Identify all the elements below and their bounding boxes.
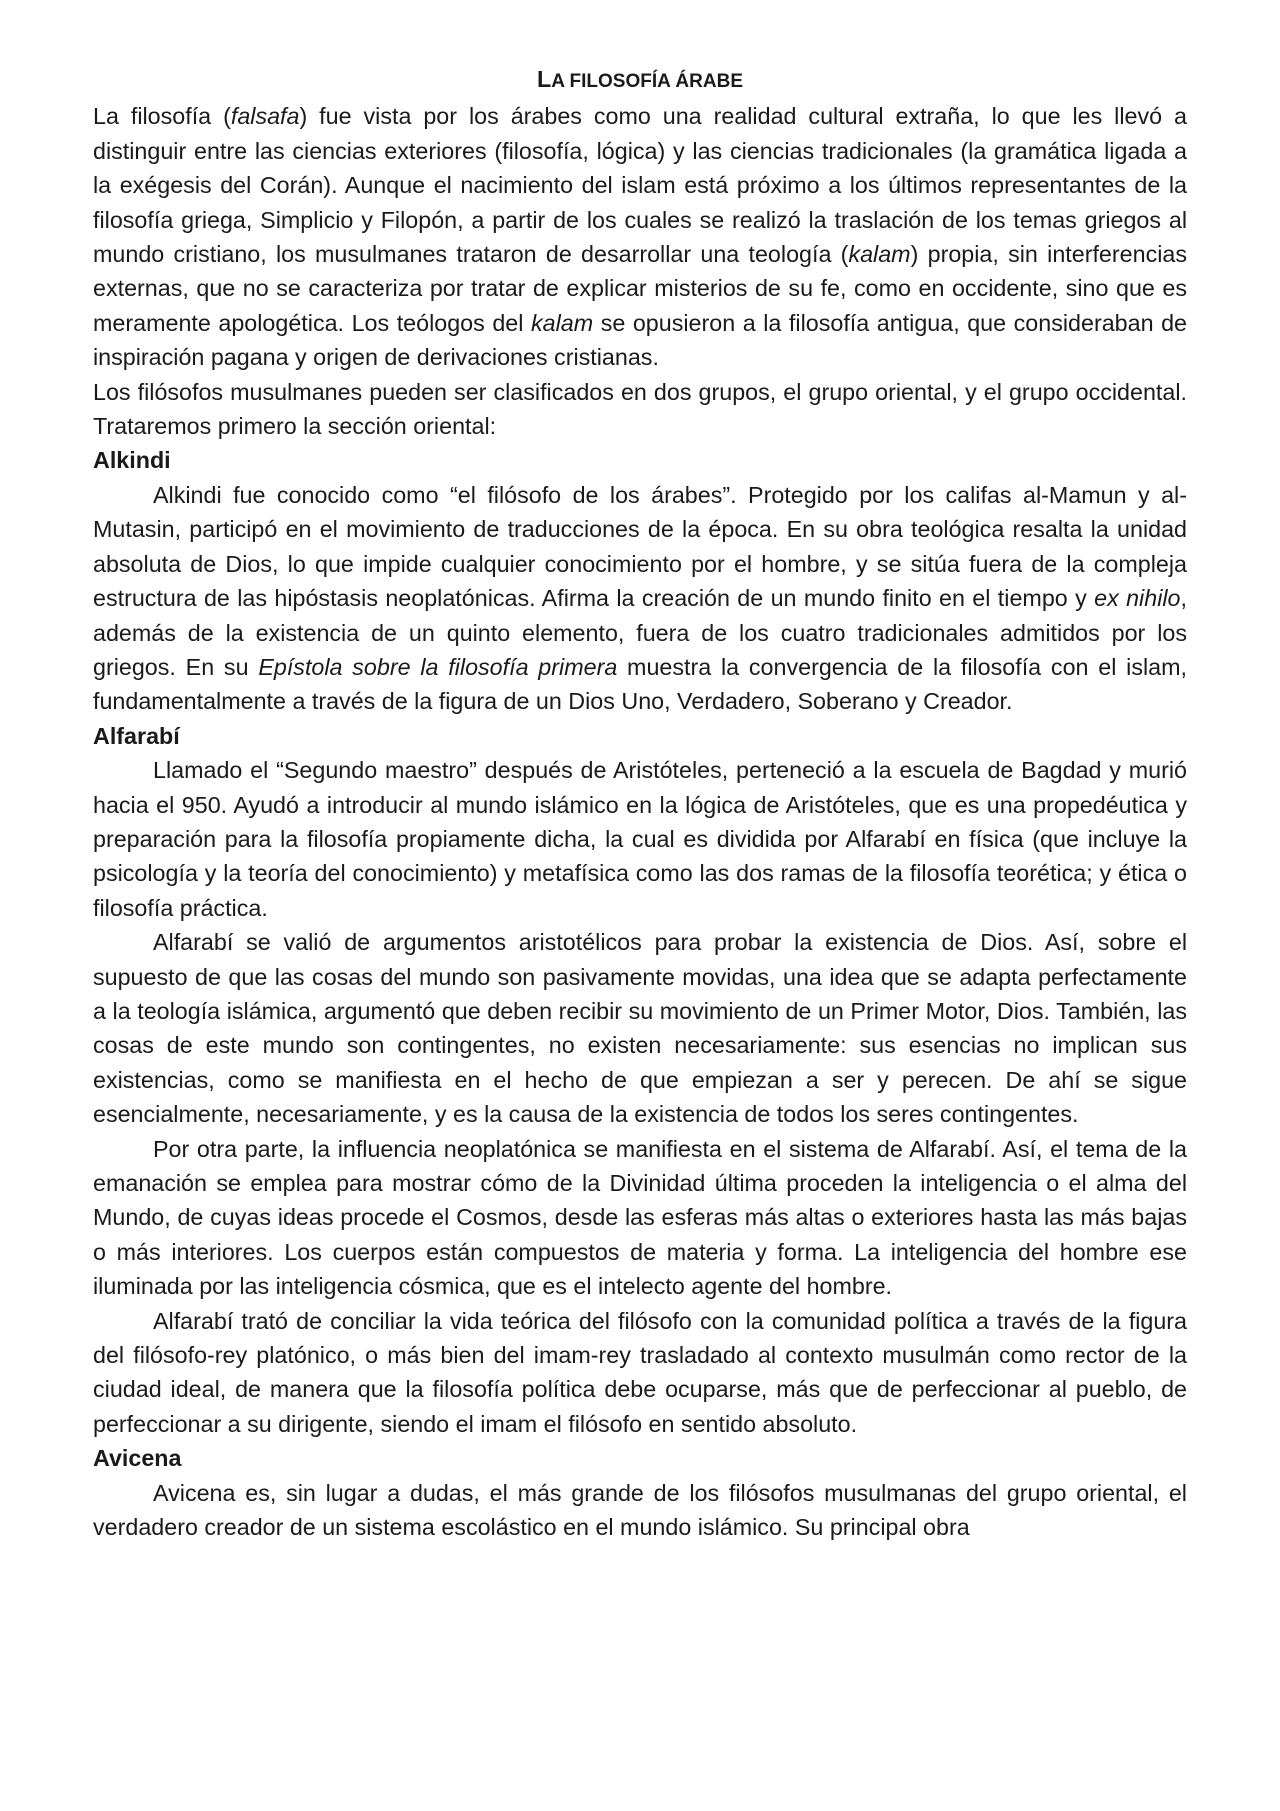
title-rest: A FILOSOFÍA ÁRABE: [551, 71, 743, 92]
section-heading-avicena: Avicena: [93, 1445, 182, 1472]
alfarabi-paragraph-2: Alfarabí se valió de argumentos aristotélicos para probar la existencia de Dios. Así, sobre el supuesto de que las cosas del mundo son pasivamente movidas, una idea que se adapta perfectamente a la teología islámica, argumentó que deben recibir su movimiento de un Primer Motor, Dios. También, las cosas de este mundo son contingentes, no existen necesariamente: sus esencias no implican sus existencias, como se manifiesta en el hecho de que empiezan a ser y perecen. De ahí se sigue esencialmente, necesariamente, y es la causa de la existencia de todos los seres contingentes.: [93, 929, 1187, 1128]
italic-term: falsafa: [230, 103, 300, 130]
italic-term: kalam: [848, 241, 911, 268]
italic-term: ex nihilo: [1094, 585, 1181, 612]
section-heading-alkindi: Alkindi: [93, 447, 171, 474]
italic-term: Epístola sobre la filosofía primera: [258, 653, 618, 680]
section-heading-alfarabi: Alfarabí: [93, 722, 180, 749]
alfarabi-paragraph-4: Alfarabí trató de conciliar la vida teórica del filósofo con la comunidad política a través de la figura del filósofo-rey platónico, o más bien del imam-rey trasladado al contexto musulmán como rector de la ciudad ideal, de manera que la filosofía política debe ocuparse, más que de perfeccionar al pueblo, de perfeccionar a su dirigente, siendo el imam el filósofo en sentido absoluto.: [93, 1307, 1187, 1437]
alfarabi-paragraph-1: Llamado el “Segundo maestro” después de Aristóteles, perteneció a la escuela de Bagdad y murió hacia el 950. Ayudó a introducir al mundo islámico en la lógica de Aristóteles, que es una propedéutica y preparación para la filosofía propiamente dicha, la cual es dividida por Alfarabí en física (que incluye la psicología y la teoría del conocimiento) y metafísica como las dos ramas de la filosofía teorética; y ética o filosofía práctica.: [93, 757, 1187, 921]
alfarabi-paragraph-3: Por otra parte, la influencia neoplatónica se manifiesta en el sistema de Alfarabí. Así, el tema de la emanación se emplea para mostrar cómo de la Divinidad última proceden la inteligencia o el alma del Mundo, de cuyas ideas procede el Cosmos, desde las esferas más altas o exteriores hasta las más bajas o más interiores. Los cuerpos están compuestos de materia y forma. La inteligencia del hombre ese iluminada por las inteligencia cósmica, que es el intelecto agente del hombre.: [93, 1135, 1187, 1300]
document-title: [93, 62, 1187, 99]
title-initial: L: [537, 66, 552, 92]
italic-term: kalam: [530, 309, 594, 336]
alkindi-paragraph-1: Alkindi fue conocido como “el filósofo de los árabes”. Protegido por los califas al-Mamun y al-Mutasin, participó en el movimiento de traducciones de la época. En su obra teológica resalta la unidad absoluta de Dios, lo que impide cualquier conocimiento por el hombre, y se sitúa fuera de la compleja estructura de las hipóstasis neoplatónicas. Afirma la creación de un mundo finito en el tiempo y ex nihilo, además de la existencia de un quinto elemento, fuera de los cuatro tradicionales admitidos por los griegos. En su Epístola sobre la filosofía primera muestra la convergencia de la filosofía con el islam, fundamentalmente a través de la figura de un Dios Uno, Verdadero, Soberano y Creador.: [93, 481, 1188, 715]
avicena-paragraph-1: Avicena es, sin lugar a dudas, el más grande de los filósofos musulmanas del grupo oriental, el verdadero creador de un sistema escolástico en el mundo islámico. Su principal obra: [93, 1479, 1187, 1541]
intro-paragraph-2: Los filósofos musulmanes pueden ser clasificados en dos grupos, el grupo oriental, y el grupo occidental. Trataremos primero la sección oriental:: [93, 378, 1187, 440]
intro-paragraph-1: La filosofía (falsafa) fue vista por los árabes como una realidad cultural extraña, lo que les llevó a distinguir entre las ciencias exteriores (filosofía, lógica) y las ciencias tradicionales (la gramática ligada a la exégesis del Corán). Aunque el nacimiento del islam está próximo a los últimos representantes de la filosofía griega, Simplicio y Filopón, a partir de los cuales se realizó la traslación de los temas griegos al mundo cristiano, los musulmanes trataron de desarrollar una teología (kalam) propia, sin interferencias externas, que no se caracteriza por tratar de explicar misterios de su fe, como en occidente, sino que es meramente apologética. Los teólogos del kalam se opusieron a la filosofía antigua, que consideraban de inspiración pagana y origen de derivaciones cristianas.: [93, 103, 1188, 371]
